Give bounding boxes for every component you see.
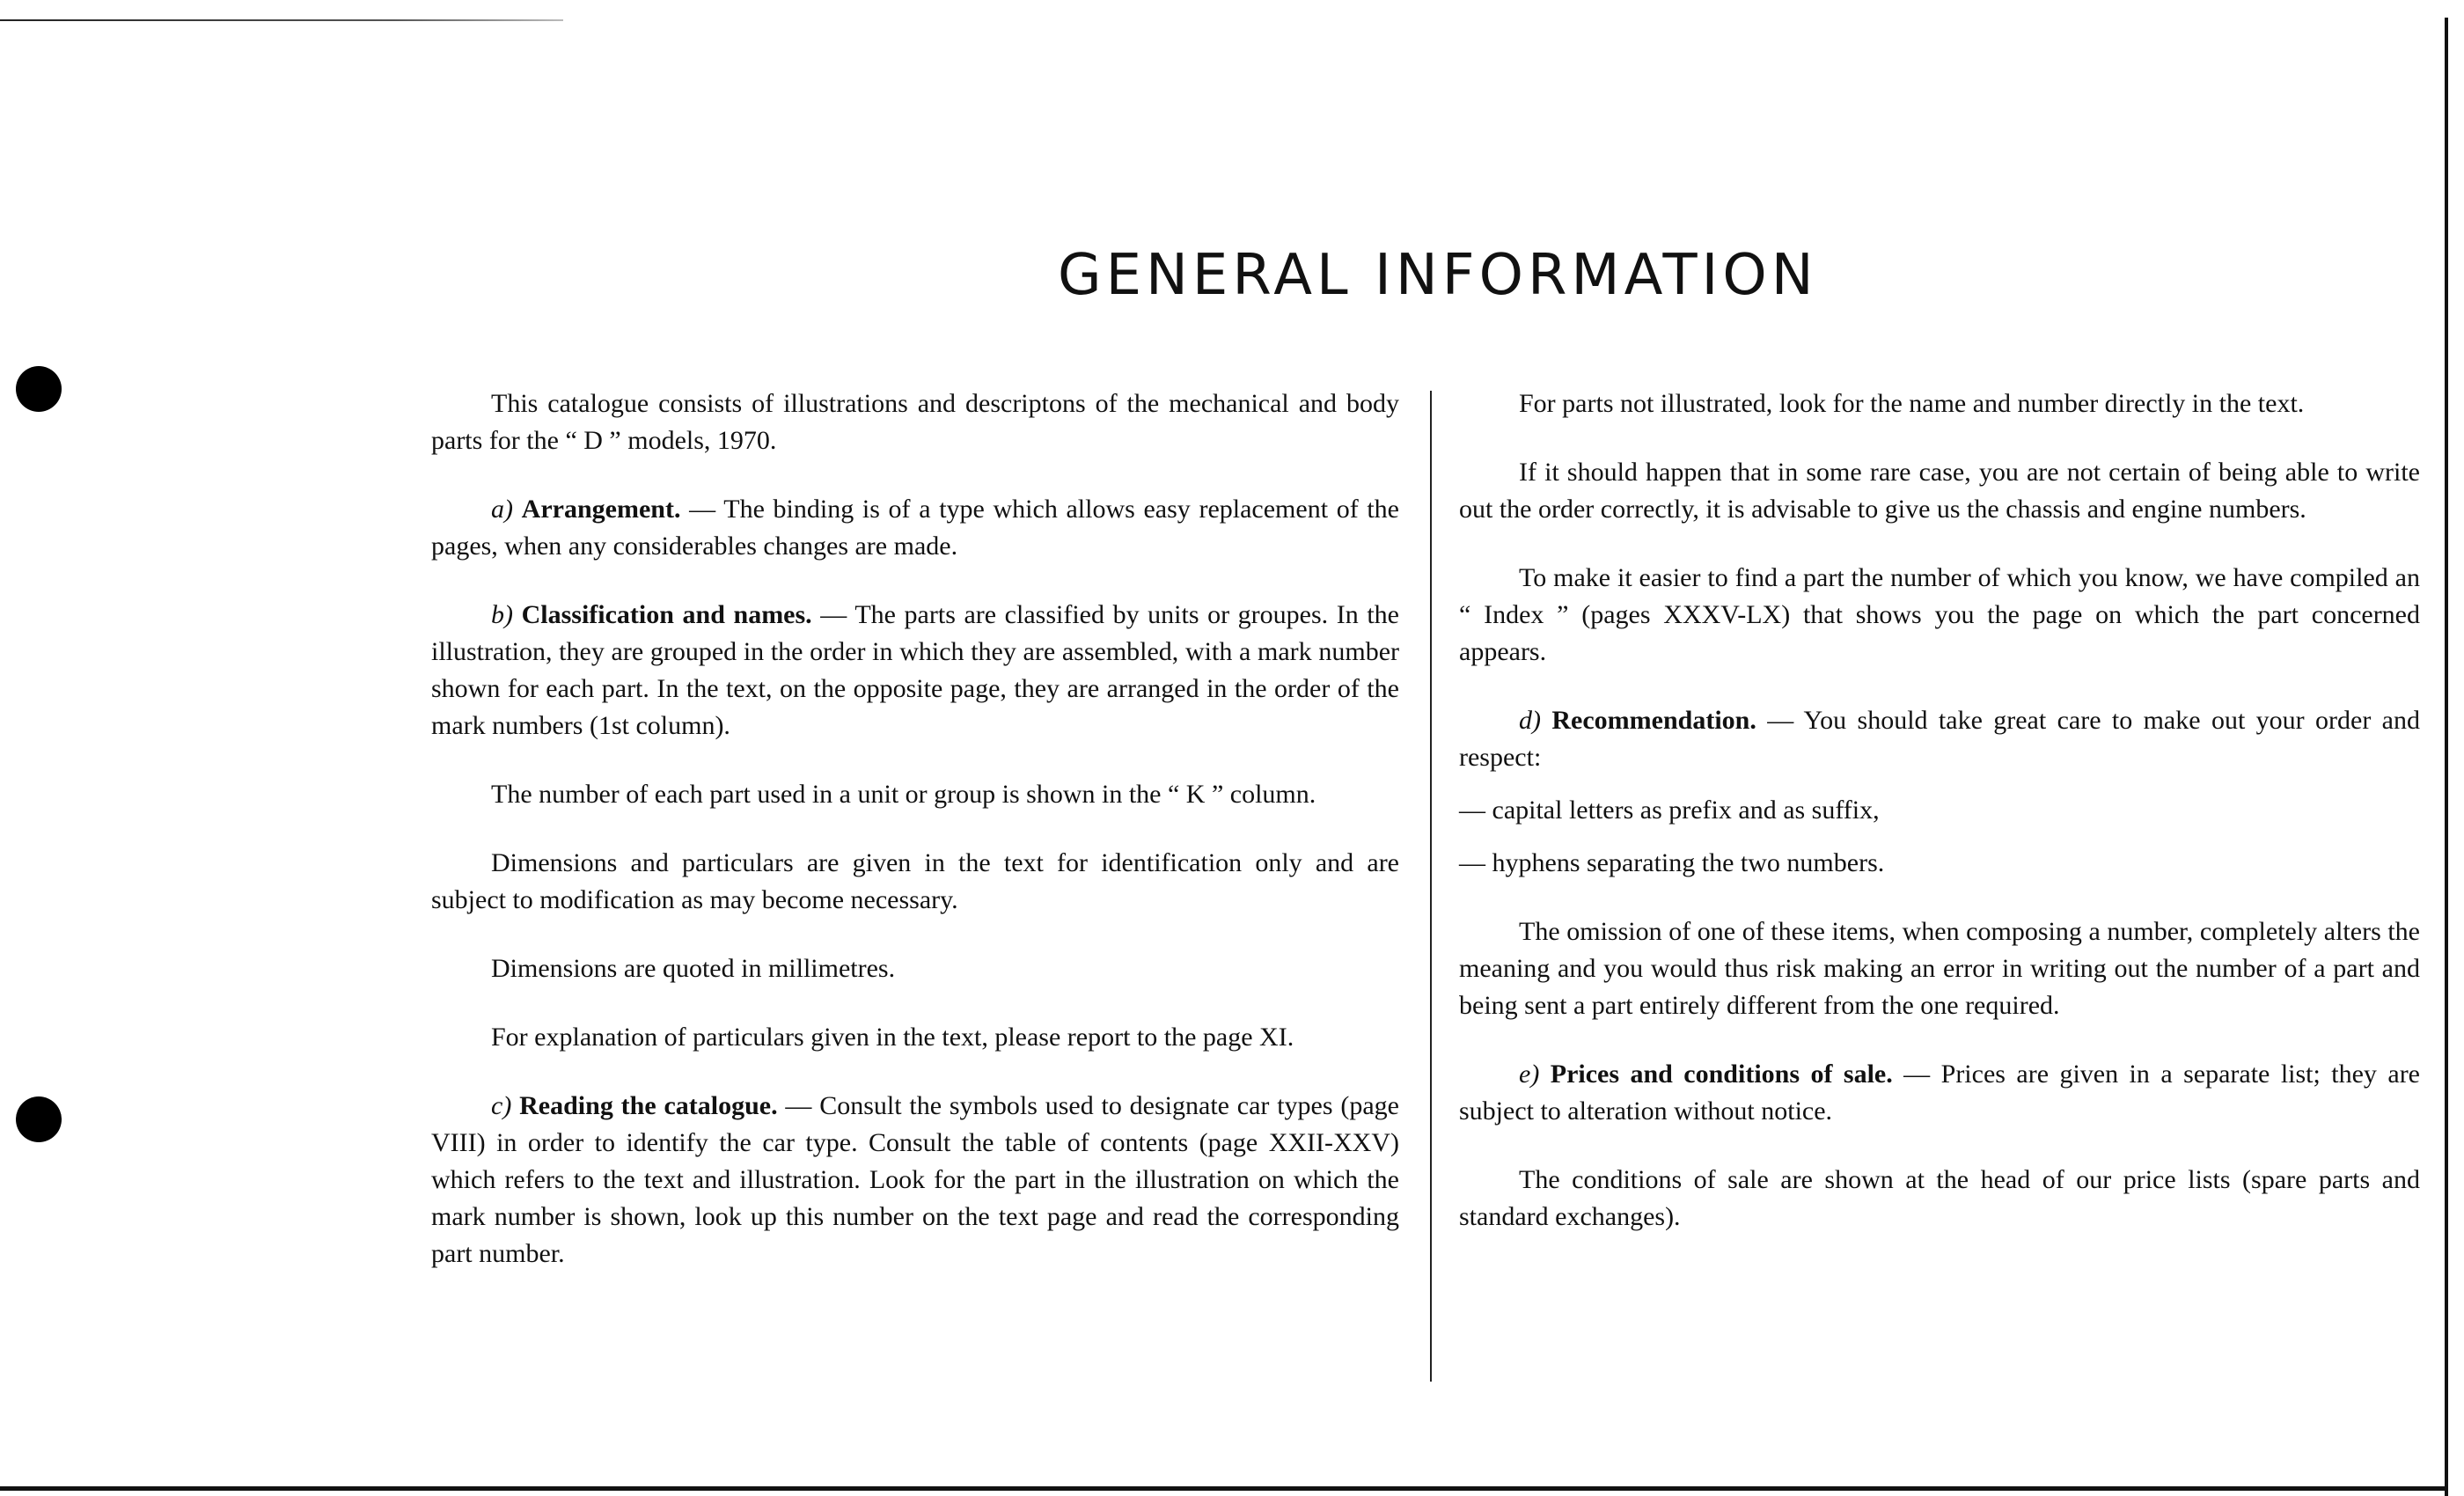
hyphens-item: — hyphens separating the two numbers. xyxy=(1459,848,1885,877)
section-heading: Reading the catalogue. xyxy=(519,1091,778,1120)
binder-punch-hole-bottom xyxy=(16,1096,62,1142)
conditions-of-sale-paragraph: The conditions of sale are shown at the head of our price lists (spare parts and standard exchanges). xyxy=(1459,1165,2420,1231)
dimensions-particulars-paragraph: Dimensions and particulars are given in the text for identification only and are subject to modification as may become necessary. xyxy=(431,848,1399,914)
prices-paragraph: e) Prices and conditions of sale. — Prices are given in a separate list; they are subject to alteration without notice. xyxy=(1459,1060,2420,1126)
millimetres-paragraph: Dimensions are quoted in millimetres. xyxy=(491,954,896,983)
rare-case-paragraph: If it should happen that in some rare case, you are not certain of being able to write out the order correctly, it is advisable to give us the chassis and engine numbers. xyxy=(1459,458,2420,524)
section-letter: a) xyxy=(491,495,513,524)
section-letter: d) xyxy=(1519,706,1541,735)
left-column xyxy=(431,385,1399,1304)
index-paragraph: To make it easier to find a part the number of which you know, we have compiled an “ Index ” (pages XXXV-LX) that shows you the page on which the part concerned appears. xyxy=(1459,563,2420,666)
section-heading: Arrangement. xyxy=(521,495,681,524)
page-title: GENERAL INFORMATION xyxy=(1058,243,1818,308)
recommendation-paragraph: d) Recommendation. — You should take great care to make out your order and respect: xyxy=(1459,706,2420,772)
right-column xyxy=(1459,385,2420,1267)
section-heading: Recommendation. xyxy=(1551,706,1756,735)
bottom-border-line xyxy=(0,1486,2448,1491)
section-heading: Classification and names. xyxy=(521,600,812,629)
intro-paragraph: This catalogue consists of illustrations and descriptons of the mechanical and body parts for the “ D ” models, 1970. xyxy=(431,389,1399,455)
section-letter: b) xyxy=(491,600,513,629)
right-border-line xyxy=(2445,18,2448,1496)
capital-letters-item: — capital letters as prefix and as suffix, xyxy=(1459,796,1880,825)
arrangement-paragraph: a) Arrangement. — The binding is of a type which allows easy replacement of the pages, when any considerables changes are made. xyxy=(431,495,1399,561)
omission-paragraph: The omission of one of these items, when composing a number, completely alters the meaning and you would thus risk making an error in writing out the number of a part and being sent a part entirely different from the one required. xyxy=(1459,917,2420,1020)
binder-punch-hole-top xyxy=(16,366,62,412)
classification-paragraph: b) Classification and names. — The parts are classified by units or groupes. In the illustration, they are grouped in the order in which they are assembled, with a mark number shown for each part. In the text, on the opposite page, they are arranged in the order of the mark numbers (1st column). xyxy=(431,600,1399,740)
explanation-paragraph: For explanation of particulars given in the text, please report to the page XI. xyxy=(491,1023,1294,1052)
column-divider xyxy=(1430,391,1432,1382)
section-letter: c) xyxy=(491,1091,512,1120)
not-illustrated-paragraph: For parts not illustrated, look for the name and number directly in the text. xyxy=(1519,389,2305,418)
section-letter: e) xyxy=(1519,1060,1540,1089)
section-heading: Prices and conditions of sale. xyxy=(1550,1060,1893,1089)
k-column-paragraph: The number of each part used in a unit or group is shown in the “ K ” column. xyxy=(491,780,1316,809)
top-border-line xyxy=(0,19,563,21)
reading-catalogue-paragraph: c) Reading the catalogue. — Consult the symbols used to designate car types (page VIII) in order to identify the car type. Consult the table of contents (page XXII-XXV) which refers to the text and illustration. Look for the part in the illustration on which the mark number is shown, look up this number on the text page and read the corresponding part number. xyxy=(431,1091,1399,1268)
